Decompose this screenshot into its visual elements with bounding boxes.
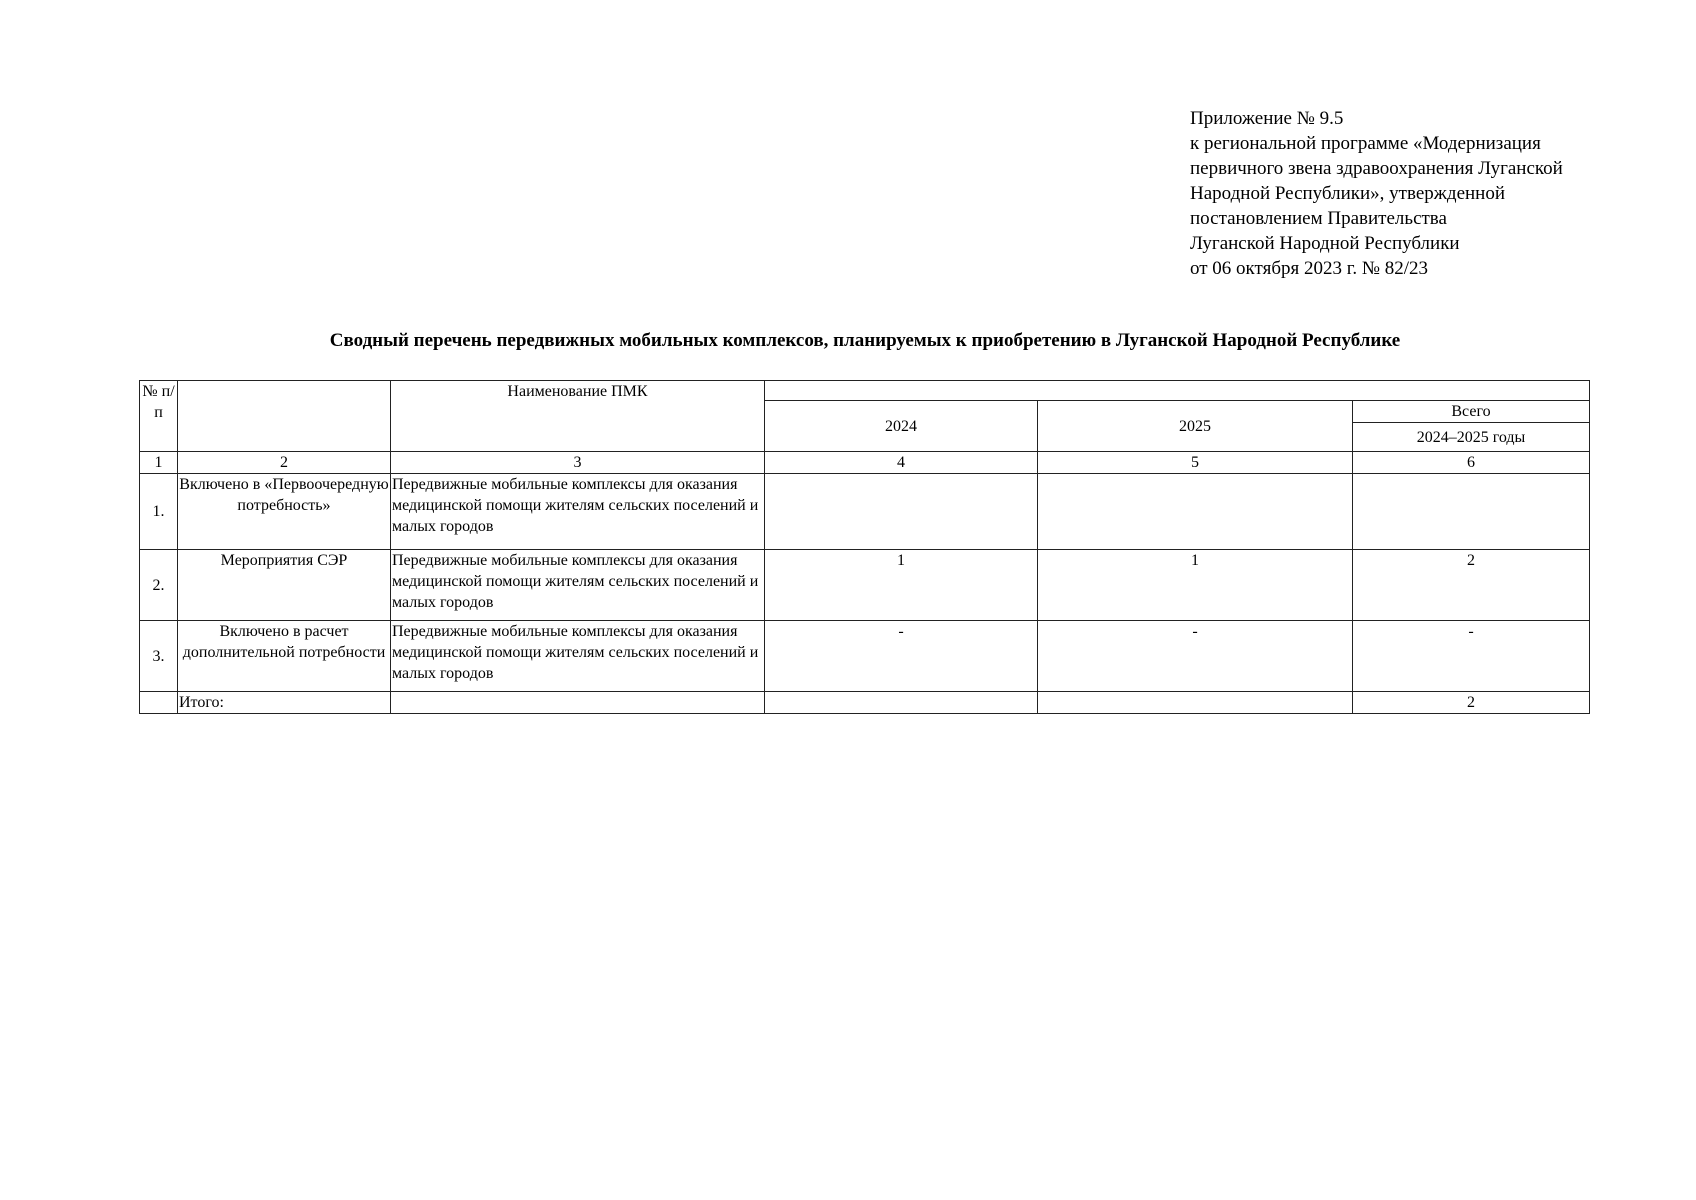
row-value-2025 xyxy=(1038,474,1353,550)
pmk-table xyxy=(139,380,1590,714)
total-row xyxy=(140,692,1590,714)
header-row xyxy=(140,381,1590,401)
header-name-cell xyxy=(391,381,765,452)
column-number: 4 xyxy=(765,452,1038,474)
row-value-total: - xyxy=(1353,621,1590,692)
row-pmk-name: Передвижные мобильные комплексы для оказания медицинской помощи жителям сельских поселений и малых городов xyxy=(391,550,765,621)
row-value-2025: 1 xyxy=(1038,550,1353,621)
row-num: 1. xyxy=(140,474,178,550)
column-number: 1 xyxy=(140,452,178,474)
row-category: Включено в «Первоочередную потребность» xyxy=(178,474,391,550)
table-row xyxy=(140,550,1590,621)
row-value-total: 2 xyxy=(1353,550,1590,621)
header-year-2024: 2024 xyxy=(765,401,1038,452)
appendix-line: Приложение № 9.5 xyxy=(1190,108,1344,129)
appendix-line: Луганской Народной Республики xyxy=(1190,233,1460,254)
row-num: 3. xyxy=(140,621,178,692)
total-empty-cell xyxy=(1038,692,1353,714)
appendix-line: от 06 октября 2023 г. № 82/23 xyxy=(1190,258,1429,279)
appendix-line: к региональной программе «Модернизация xyxy=(1190,133,1541,154)
row-pmk-name: Передвижные мобильные комплексы для оказания медицинской помощи жителям сельских поселений и малых городов xyxy=(391,621,765,692)
header-name: Наименование ПМК xyxy=(507,383,648,400)
row-value-2024: - xyxy=(765,621,1038,692)
header-total-label: Всего xyxy=(1353,401,1590,423)
column-number-row xyxy=(140,452,1590,474)
table-row xyxy=(140,621,1590,692)
header-year-2025: 2025 xyxy=(1038,401,1353,452)
document-title: Сводный перечень передвижных мобильных комплексов, планируемых к приобретению в Луганской Народной Республике xyxy=(329,330,1401,351)
table-row xyxy=(140,474,1590,550)
row-value-total xyxy=(1353,474,1590,550)
total-empty-cell xyxy=(140,692,178,714)
row-value-2025: - xyxy=(1038,621,1353,692)
total-label: Итого: xyxy=(178,692,391,714)
row-pmk-name: Передвижные мобильные комплексы для оказания медицинской помощи жителям сельских поселений и малых городов xyxy=(391,474,765,550)
appendix-line: постановлением Правительства xyxy=(1190,208,1447,229)
column-number: 6 xyxy=(1353,452,1590,474)
appendix-note xyxy=(1190,106,1563,281)
total-value: 2 xyxy=(1353,692,1590,714)
row-value-2024 xyxy=(765,474,1038,550)
row-num: 2. xyxy=(140,550,178,621)
total-empty-cell xyxy=(391,692,765,714)
row-category: Мероприятия СЭР xyxy=(178,550,391,621)
total-empty-cell xyxy=(765,692,1038,714)
row-category: Включено в расчет дополнительной потребности xyxy=(178,621,391,692)
header-category-cell xyxy=(178,381,391,452)
column-number: 3 xyxy=(391,452,765,474)
row-value-2024: 1 xyxy=(765,550,1038,621)
header-num: № п/п xyxy=(142,383,175,421)
header-total-period: 2024–2025 годы xyxy=(1353,423,1590,452)
header-span-cell xyxy=(765,381,1590,401)
header-num-cell xyxy=(140,381,178,452)
appendix-line: Народной Республики», утвержденной xyxy=(1190,183,1506,204)
column-number: 2 xyxy=(178,452,391,474)
column-number: 5 xyxy=(1038,452,1353,474)
appendix-line: первичного звена здравоохранения Луганской xyxy=(1190,158,1563,179)
